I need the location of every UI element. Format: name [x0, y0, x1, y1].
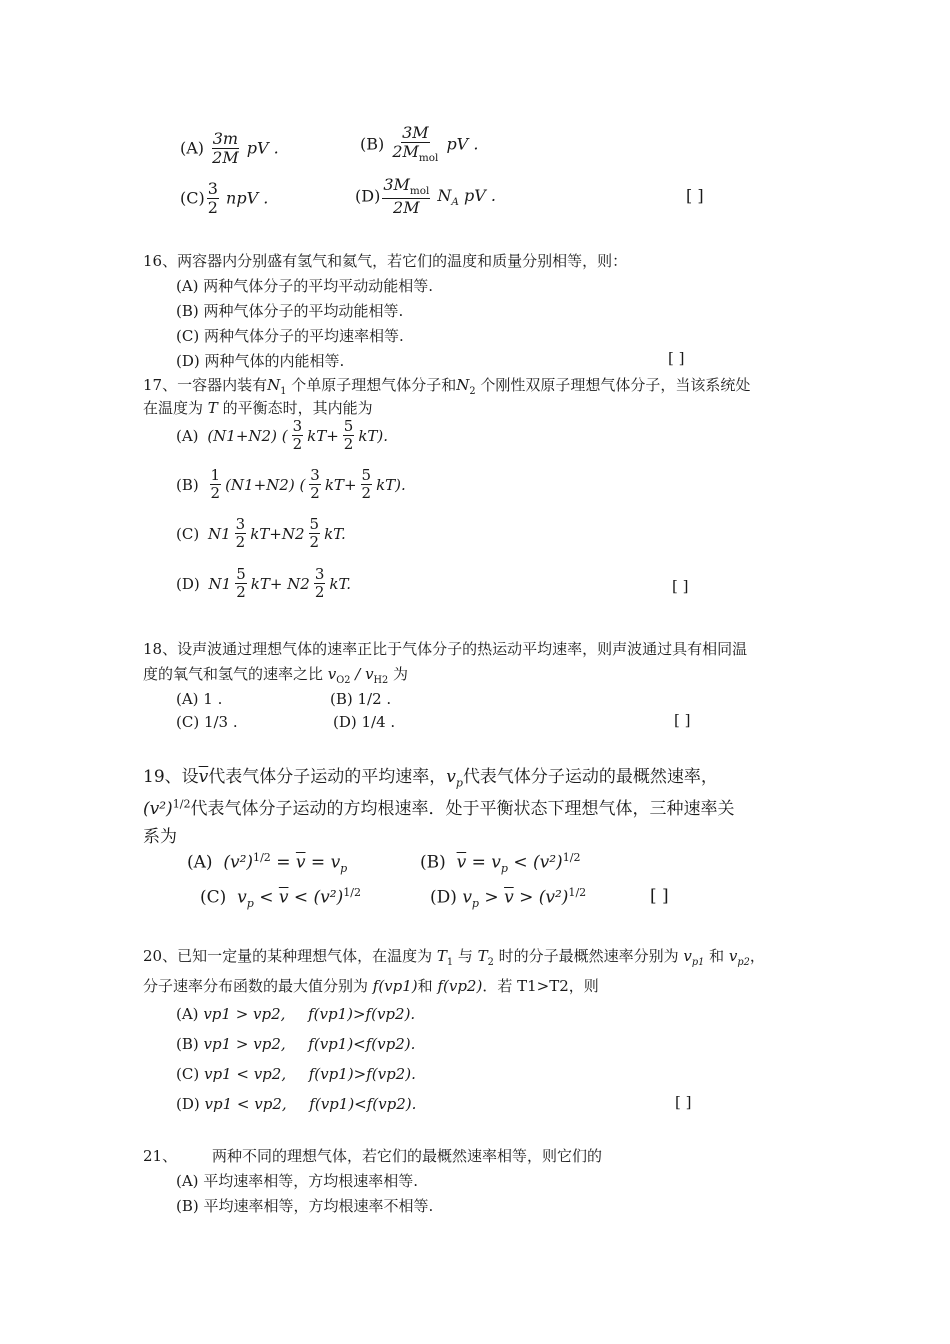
q20-option-a: (A) vp1 > vp2, f(vp1)>f(vp2). — [176, 1005, 416, 1023]
q17-stem-line1: 17、一容器内装有$N_1$ 个单原子理想气体分子和$N_2$ 个刚性双原子理想气体分子，当该系统处 — [143, 376, 751, 397]
q20-stem-line2: 分子速率分布函数的最大值分别为 f(vp1)和 f(vp2)．若 T1>T2，则 — [143, 977, 599, 995]
q16-option-d: (D) 两种气体的内能相等. — [176, 352, 345, 370]
q21-option-a: (A) 平均速率相等，方均根速率相等. — [176, 1172, 419, 1190]
q18-stem-line1: 18、设声波通过理想气体的速率正比于气体分子的热运动平均速率，则声波通过具有相同温 — [143, 640, 748, 658]
q18-option-d: (D) 1/4 . — [333, 713, 396, 731]
fraction: $\frac{3}{2}$ — [207, 179, 218, 218]
q15-option-c: (C) $\frac{3}{2}$ npV . — [180, 179, 269, 218]
q18-stem-line2: 度的氧气和氢气的速率之比 $v_{O2} / v_{H2}$ 为 — [143, 665, 409, 686]
q16-stem: 16、两容器内分别盛有氢气和氦气，若它们的温度和质量分别相等，则： — [143, 252, 628, 270]
q18-option-a: (A) 1 . — [176, 690, 223, 708]
q20-stem-line1: 20、已知一定量的某种理想气体，在温度为 $T_1$ 与 $T_2$ 时的分子最概然速率分别为 $v_{p1}$ 和 $v_{p2}$， — [143, 947, 765, 968]
q15-option-d: (D) $\frac{3M_{mol}}{2M}$ $N_A$ pV . — [355, 175, 496, 218]
q21-number: 21、 — [143, 1147, 178, 1165]
answer-bracket[interactable]: [ ] — [672, 577, 689, 595]
answer-bracket[interactable]: [ ] — [686, 186, 704, 205]
q19-option-d: (D) $v_p > \overline{v} > (v^2)^{1/2}$ — [430, 886, 587, 911]
q17-option-b: (B) $\frac{1}{2}$ (N1+N2) ( $\frac{3}{2}$ kT+ $\frac{5}{2}$ kT). — [176, 466, 406, 503]
answer-bracket[interactable]: [ ] — [674, 711, 691, 729]
q21-option-b: (B) 平均速率相等，方均根速率不相等. — [176, 1197, 434, 1215]
q19-stem-line1: 19、设$\overline{v}$代表气体分子运动的平均速率，$v_p$代表气体分子运动的最概然速率， — [143, 767, 718, 790]
q16-option-b: (B) 两种气体分子的平均动能相等. — [176, 302, 404, 320]
q20-option-c: (C) vp1 < vp2, f(vp1)>f(vp2). — [176, 1065, 416, 1083]
q20-option-d: (D) vp1 < vp2, f(vp1)<f(vp2). — [176, 1095, 417, 1113]
q19-option-b: (B) $\overline{v} = v_p < (v^2)^{1/2}$ — [420, 851, 581, 876]
q17-option-d: (D) N1 $\frac{5}{2}$ kT+ N2 $\frac{3}{2}$ kT. — [176, 565, 352, 602]
answer-bracket[interactable]: [ ] — [675, 1093, 692, 1111]
answer-bracket[interactable]: [ ] — [668, 349, 685, 367]
fraction: $\frac{3m}{2M}$ — [212, 129, 239, 168]
q17-stem-line2: 在温度为 T 的平衡态时，其内能为 — [143, 399, 373, 417]
q19-option-c: (C) $v_p < \overline{v} < (v^2)^{1/2}$ — [200, 886, 361, 911]
q18-option-c: (C) 1/3 . — [176, 713, 238, 731]
q16-option-a: (A) 两种气体分子的平均平动动能相等. — [176, 277, 434, 295]
q17-option-c: (C) N1 $\frac{3}{2}$ kT+N2 $\frac{5}{2}$ kT. — [176, 515, 346, 552]
q16-option-c: (C) 两种气体分子的平均速率相等. — [176, 327, 404, 345]
q19-stem-line2: $(v^2)^{1/2}$代表气体分子运动的方均根速率．处于平衡状态下理想气体，三种速率关 — [143, 797, 735, 819]
q15-option-a: (A) $\frac{3m}{2M}$ pV . — [180, 129, 279, 168]
q17-option-a: (A) (N1+N2) ( $\frac{3}{2}$ kT+ $\frac{5}{2}$ kT). — [176, 417, 389, 454]
q20-option-b: (B) vp1 > vp2, f(vp1)<f(vp2). — [176, 1035, 416, 1053]
q18-option-b: (B) 1/2 . — [330, 690, 392, 708]
fraction: $\frac{3M}{2M_{mol}}$ — [392, 123, 439, 165]
fraction: $\frac{3M_{mol}}{2M}$ — [383, 175, 430, 218]
q15-option-b: (B) $\frac{3M}{2M_{mol}}$ pV . — [360, 123, 479, 165]
q21-stem: 两种不同的理想气体，若它们的最概然速率相等，则它们的 — [212, 1147, 603, 1165]
q19-option-a: (A) $(v^2)^{1/2} = \overline{v} = v_p$ — [187, 851, 348, 876]
answer-bracket[interactable]: [ ] — [650, 886, 669, 906]
q19-stem-line3: 系为 — [143, 827, 177, 847]
